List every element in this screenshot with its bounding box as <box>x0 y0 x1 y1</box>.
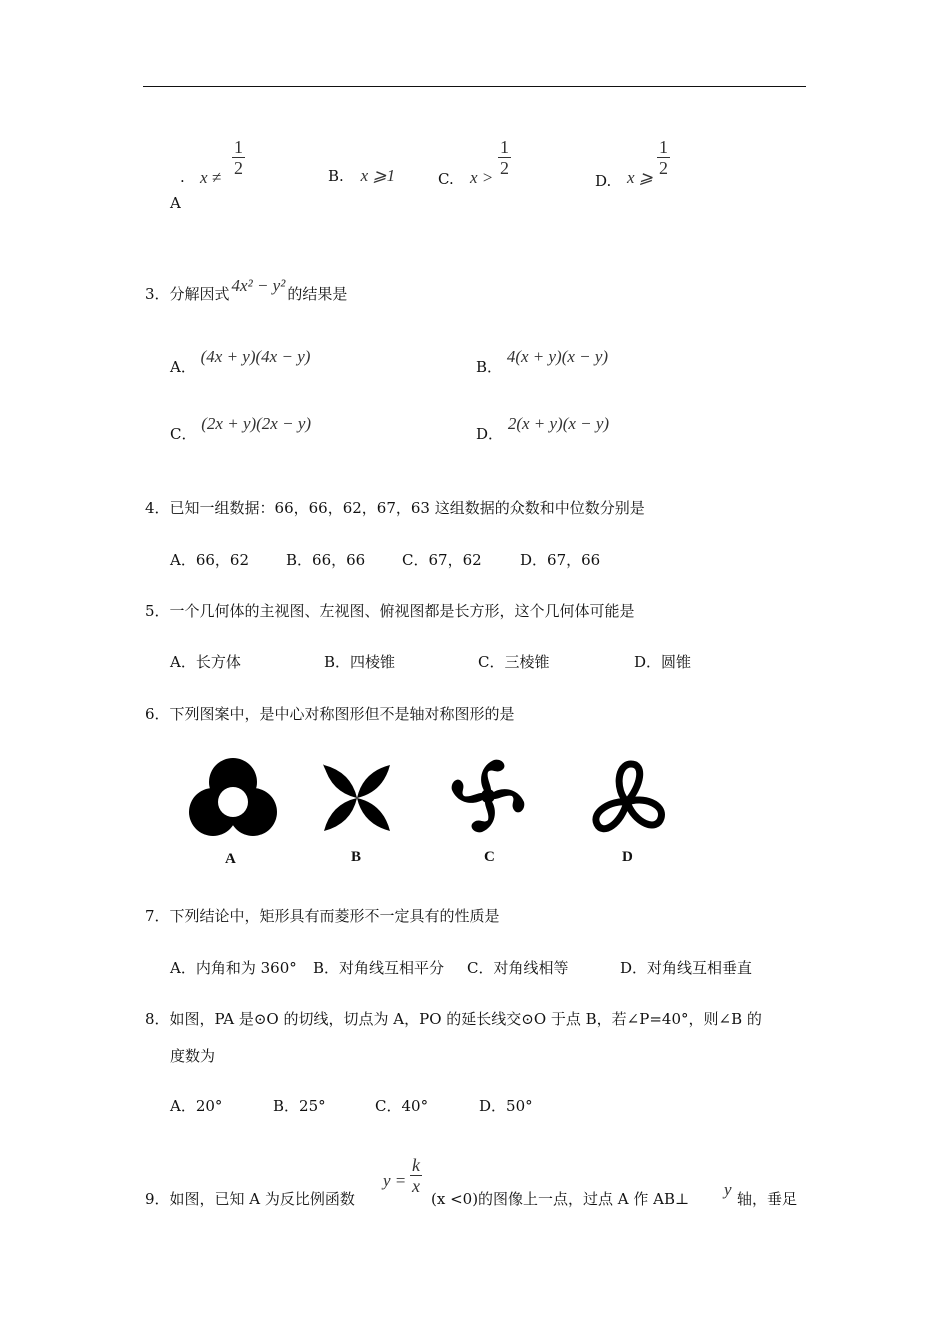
header-rule <box>143 86 806 87</box>
q5-option-a: A．长方体 <box>170 653 241 671</box>
q3-b-label: B． <box>476 358 503 376</box>
q3-stem <box>145 276 348 304</box>
q8-stem-line2: 度数为 <box>170 1047 216 1065</box>
q2-d-num: 1 <box>659 137 668 157</box>
q9-func-lhs: y = <box>383 1171 407 1190</box>
q6-label-b: B <box>351 849 362 865</box>
q2-option-c <box>438 138 538 188</box>
q2-c-fraction <box>498 138 511 177</box>
q2-a-num: 1 <box>234 137 243 157</box>
q3-a-label: A． <box>170 358 196 376</box>
q4-option-a: A．66，62 <box>170 551 250 569</box>
q7-option-c: C．对角线相等 <box>467 959 569 977</box>
q8-option-a: A．20° <box>170 1097 223 1115</box>
q9-func-fraction <box>410 1156 422 1195</box>
q4-stem: 4．已知一组数据：66，66，62，67，63 这组数据的众数和中位数分别是 <box>145 499 645 517</box>
q9-stem-tail: 轴，垂足 <box>737 1190 798 1208</box>
q7-option-d: D．对角线互相垂直 <box>620 959 753 977</box>
q8-stem-line1: 8．如图，PA 是⊙O 的切线，切点为 A，PO 的延长线交⊙O 于点 B，若∠P=40°，则∠B 的 <box>145 1010 762 1028</box>
q6-label-c: C <box>484 849 495 865</box>
q3-c-expr: (2x + y)(2x − y) <box>201 414 312 433</box>
q6-figure-c <box>446 754 530 838</box>
q2-a-expr: x ≠ <box>200 168 222 187</box>
q2-c-expr: x > <box>470 168 494 187</box>
q2-c-num: 1 <box>500 137 509 157</box>
q2-d-label: D. <box>595 172 612 190</box>
q2-c-label: C. <box>438 170 454 188</box>
q3-option-c <box>170 413 312 443</box>
q6-stem: 6．下列图案中，是中心对称图形但不是轴对称图形的是 <box>145 705 515 723</box>
q9-stem-head: 9．如图，已知 A 为反比例函数 <box>145 1190 355 1208</box>
q2-a-fraction <box>232 138 245 177</box>
q3-b-expr: 4(x + y)(x − y) <box>506 347 609 366</box>
q3-option-b <box>476 346 609 376</box>
q3-d-expr: 2(x + y)(x − y) <box>507 414 610 433</box>
q2-a-dot: . <box>180 168 185 186</box>
q7-stem: 7．下列结论中，矩形具有而菱形不一定具有的性质是 <box>145 907 500 925</box>
q7-option-a: A．内角和为 360° <box>170 959 297 977</box>
q2-option-b <box>328 166 395 186</box>
q3-number: 3．分解因式 <box>145 285 230 303</box>
q2-a-den: 2 <box>234 158 243 178</box>
q2-d-expr: x ⩾ <box>627 168 654 187</box>
q2-a-label: A <box>170 194 181 212</box>
q5-option-c: C．三棱锥 <box>478 653 550 671</box>
q4-option-c: C．67，62 <box>402 551 482 569</box>
q2-b-expr: x ⩾1 <box>360 166 396 185</box>
q3-c-label: C． <box>170 425 197 443</box>
q9-axis-var: y <box>724 1180 732 1199</box>
q6-figure-b <box>321 762 393 834</box>
q8-option-c: C．40° <box>375 1097 429 1115</box>
q3-option-a <box>170 346 311 376</box>
q5-stem: 5．一个几何体的主视图、左视图、俯视图都是长方形，这个几何体可能是 <box>145 602 635 620</box>
q3-option-d <box>476 413 610 443</box>
q2-d-fraction <box>657 138 670 177</box>
q7-option-b: B．对角线互相平分 <box>313 959 445 977</box>
q5-option-d: D．圆锥 <box>634 653 692 671</box>
q9-func-num: k <box>412 1155 420 1175</box>
q3-a-expr: (4x + y)(4x − y) <box>200 347 311 366</box>
q5-option-b: B．四棱锥 <box>324 653 396 671</box>
q9-func-den: x <box>412 1176 420 1196</box>
q3-expr: 4x² − y² <box>231 276 286 295</box>
q8-option-d: D．50° <box>479 1097 533 1115</box>
q2-option-d <box>595 138 695 188</box>
q9-condition: (x <0)的图像上一点，过点 A 作 AB⊥ <box>431 1190 690 1208</box>
q6-label-d: D <box>622 849 633 865</box>
q2-c-den: 2 <box>500 158 509 178</box>
q3-d-label: D． <box>476 425 504 443</box>
q6-figure-d <box>584 758 670 836</box>
q4-option-d: D．67，66 <box>520 551 601 569</box>
q6-label-a: A <box>225 851 236 867</box>
q6-figure-a <box>188 755 278 840</box>
q4-option-b: B．66，66 <box>286 551 366 569</box>
q2-b-label: B. <box>328 167 344 185</box>
q2-d-den: 2 <box>659 158 668 178</box>
q8-option-b: B．25° <box>273 1097 326 1115</box>
q3-tail: 的结果是 <box>287 285 348 303</box>
